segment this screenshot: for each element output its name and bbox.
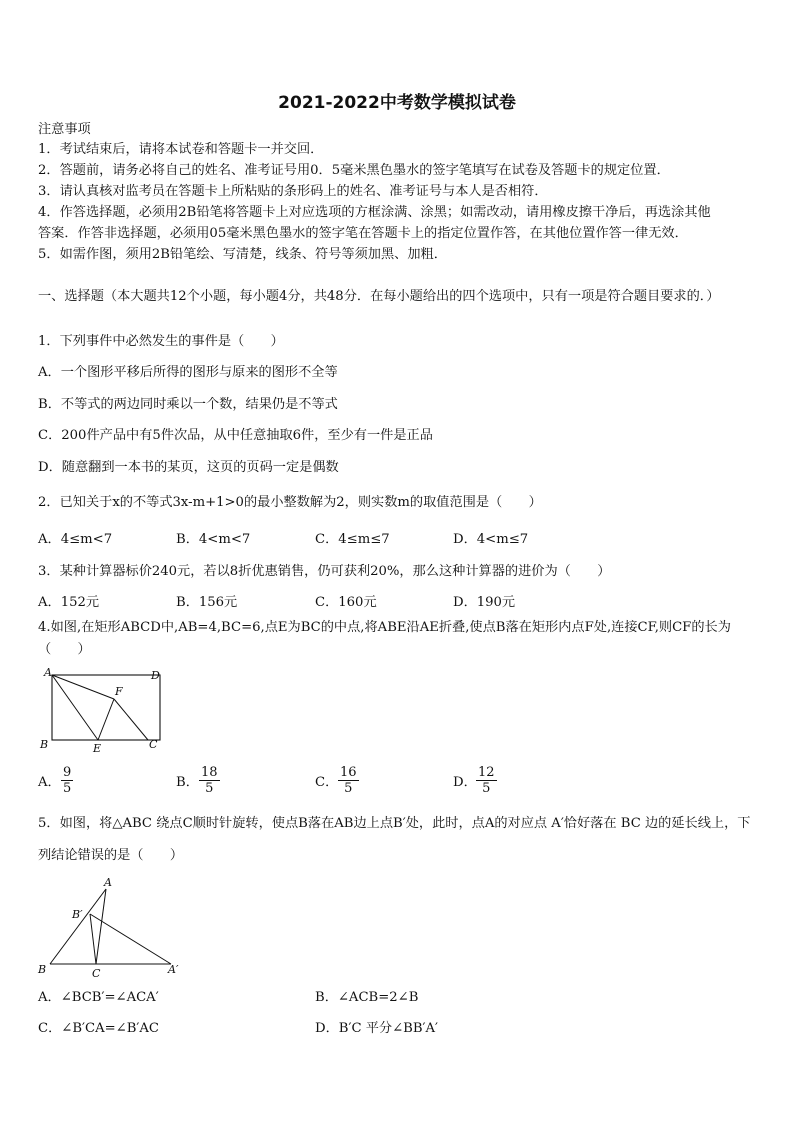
q4-option-a-fraction <box>61 765 73 796</box>
q4-option-c-letter: C． <box>315 775 339 790</box>
q5-label-c: C <box>92 967 101 980</box>
q4-label-f: F <box>115 685 123 698</box>
q2-option-d: D．4<m≤7 <box>453 532 529 547</box>
q2-option-b: B．4<m<7 <box>176 532 251 547</box>
q4-option-d-numerator: 12 <box>478 765 495 780</box>
q1-option-b: B．不等式的两边同时乘以一个数，结果仍是不等式 <box>38 397 338 412</box>
q4-stem: 4.如图,在矩形ABCD中,AB=4,BC=6,点E为BC的中点,将ABE沿AE折叠,使点B落在矩形内点F处,连接CF,则CF的长为（ ） <box>38 620 731 657</box>
q4-option-b-denominator: 5 <box>205 781 214 796</box>
q1-stem: 1．下列事件中必然发生的事件是（ ） <box>38 334 284 349</box>
q5-option-c: C．∠B′CA=∠B′AC <box>38 1021 160 1036</box>
notice-item-4-cont: 答案．作答非选择题，必须用05毫米黑色墨水的签字笔在答题卡上的指定位置作答，在其他位置作答一律无效． <box>38 226 688 241</box>
q3-stem: 3．某种计算器标价240元，若以8折优惠销售，仍可获利20%，那么这种计算器的进价为（ ） <box>38 564 611 579</box>
q4-option-a-letter: A． <box>38 775 61 790</box>
q1-option-d: D．随意翻到一本书的某页，这页的页码一定是偶数 <box>38 460 339 475</box>
q4-option-d-fraction <box>476 765 497 796</box>
section-header: 一、选择题（本大题共12个小题，每小题4分，共48分．在每小题给出的四个选项中，只有一项是符合题目要求的．） <box>38 289 720 304</box>
notice-item-5: 5．如需作图，须用2B铅笔绘、写清楚，线条、符号等须加黑、加粗． <box>38 247 447 262</box>
q5-option-b: B．∠ACB=2∠B <box>315 990 419 1005</box>
q4-option-c-denominator: 5 <box>344 781 353 796</box>
q5-label-a: A <box>104 876 112 889</box>
q3-option-a: A．152元 <box>38 595 100 610</box>
q4-label-b: B <box>40 738 49 751</box>
q4-option-a-numerator: 9 <box>63 765 72 780</box>
q4-option-c-fraction <box>338 765 359 796</box>
q4-label-c: C <box>149 738 158 751</box>
q2-option-c: C．4≤m≤7 <box>315 532 390 547</box>
notice-item-3: 3．请认真核对监考员在答题卡上所粘贴的条形码上的姓名、准考证号与本人是否相符． <box>38 184 548 199</box>
q4-rectangle-figure <box>38 665 168 753</box>
q5-triangle-figure <box>34 872 194 982</box>
q4-option-a-denominator: 5 <box>63 781 72 796</box>
q4-label-d: D <box>151 669 160 682</box>
q3-option-d: D．190元 <box>453 595 516 610</box>
q5-label-b-prime: B′ <box>72 908 83 921</box>
q1-option-a: A．一个图形平移后所得的图形与原来的图形不全等 <box>38 365 338 380</box>
exam-title: 2021-2022中考数学模拟试卷 <box>278 93 516 113</box>
q5-label-b: B <box>38 963 47 976</box>
q4-option-b-numerator: 18 <box>201 765 218 780</box>
q5-option-d: D．B′C 平分∠BB′A′ <box>315 1021 439 1036</box>
q5-stem: 5．如图，将△ABC 绕点C顺时针旋转，使点B落在AB边上点B′处，此时，点A的对应点 A′恰好落在 BC 边的延长线上，下列结论错误的是（ ） <box>38 816 751 863</box>
q2-option-a: A．4≤m<7 <box>38 532 113 547</box>
q4-option-b-letter: B． <box>176 775 199 790</box>
q1-option-c: C．200件产品中有5件次品，从中任意抽取6件，至少有一件是正品 <box>38 428 433 443</box>
q4-label-e: E <box>93 742 102 753</box>
q4-option-c-numerator: 16 <box>340 765 357 780</box>
q3-option-c: C．160元 <box>315 595 377 610</box>
q4-label-a: A <box>44 666 52 679</box>
q4-option-b-fraction <box>199 765 220 796</box>
q5-option-a: A．∠BCB′=∠ACA′ <box>38 990 159 1005</box>
q3-option-b: B．156元 <box>176 595 238 610</box>
notice-item-4: 4．作答选择题，必须用2B铅笔将答题卡上对应选项的方框涂满、涂黑；如需改动，请用橡皮擦干净后，再选涂其他 <box>38 205 711 220</box>
q4-option-d-letter: D． <box>453 775 477 790</box>
q4-option-d-denominator: 5 <box>482 781 491 796</box>
notice-item-1: 1．考试结束后，请将本试卷和答题卡一并交回． <box>38 142 324 157</box>
notice-item-2: 2．答题前，请务必将自己的姓名、准考证号用0．5毫米黑色墨水的签字笔填写在试卷及答题卡的规定位置． <box>38 163 670 178</box>
notice-heading: 注意事项 <box>38 122 91 137</box>
q5-label-a-prime: A′ <box>168 963 179 976</box>
q2-stem: 2．已知关于x的不等式3x-m+1>0的最小整数解为2，则实数m的取值范围是（ ） <box>38 495 542 510</box>
